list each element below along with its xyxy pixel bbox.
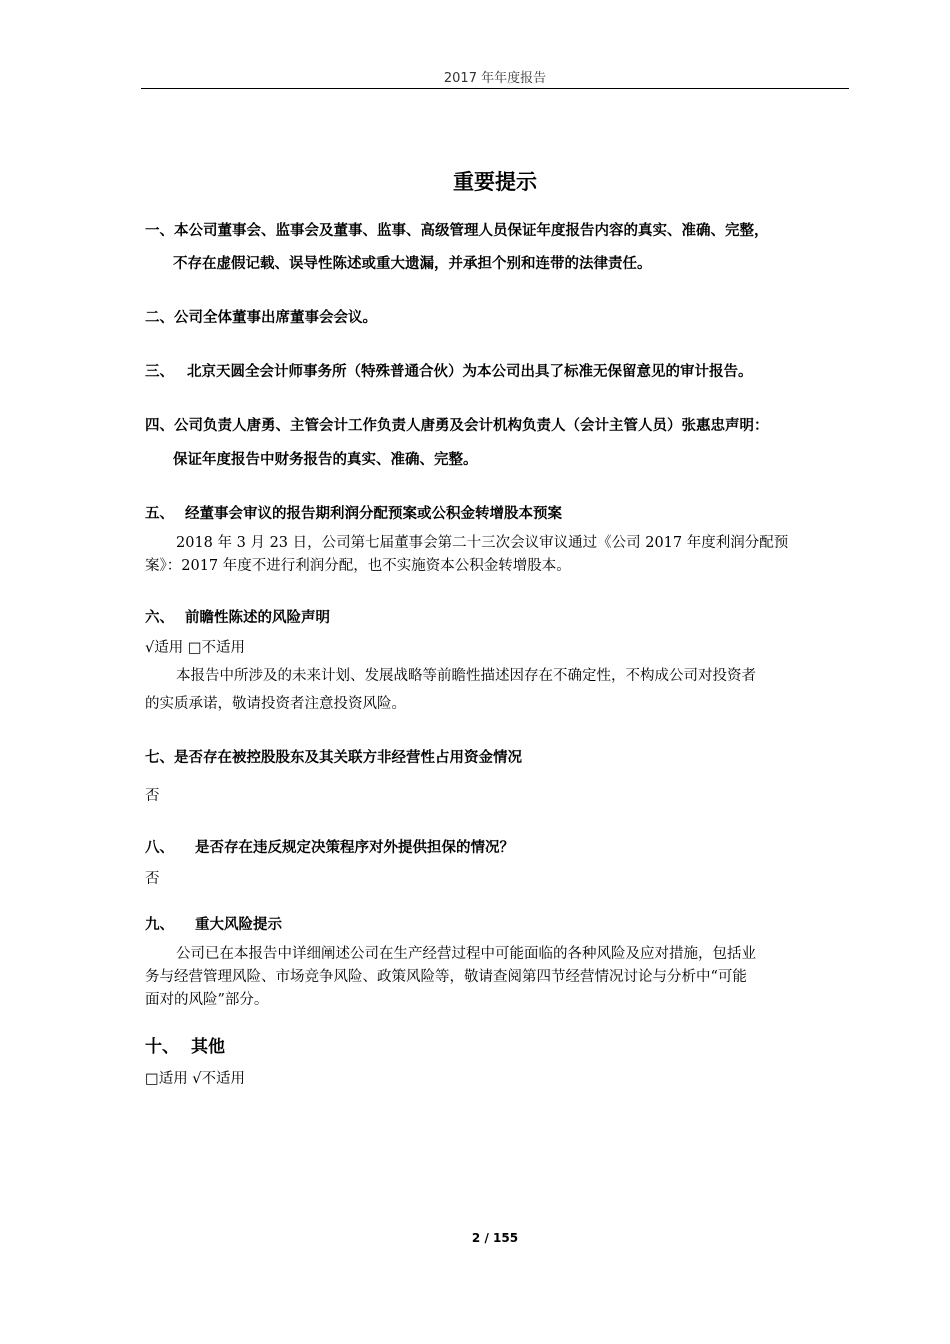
section-2-text: 公司全体董事出席董事会会议。 bbox=[174, 310, 377, 326]
section-9-para-line-1: 公司已在本报告中详细阐述公司在生产经营过程中可能面临的各种风险及应对措施，包括业 bbox=[176, 946, 756, 962]
section-7-answer: 否 bbox=[145, 788, 160, 804]
section-7-heading bbox=[145, 746, 853, 767]
section-4-text-1: 公司负责人唐勇、主管会计工作负责人唐勇及会计机构负责人（会计主管人员）张惠忠声明： bbox=[174, 418, 769, 434]
section-6-heading bbox=[145, 606, 853, 627]
section-8-answer: 否 bbox=[145, 871, 160, 887]
section-8-title: 是否存在违反规定决策程序对外提供担保的情况？ bbox=[195, 840, 514, 856]
section-10-option: □适用 √不适用 bbox=[145, 1071, 246, 1087]
section-10-heading bbox=[145, 1032, 853, 1057]
header-rule bbox=[141, 88, 849, 89]
section-6-para-line-2: 的实质承诺，敬请投资者注意投资风险。 bbox=[145, 696, 406, 712]
section-1-line-1 bbox=[145, 219, 853, 240]
section-5-heading bbox=[145, 502, 853, 523]
section-9-number: 九、 bbox=[145, 917, 174, 933]
section-5-number: 五、 bbox=[145, 506, 174, 522]
section-5-para-line-2: 案》：2017 年度不进行利润分配，也不实施资本公积金转增股本。 bbox=[145, 558, 571, 574]
section-3-number: 三、 bbox=[145, 364, 174, 380]
section-6-option: √适用 □不适用 bbox=[145, 640, 246, 656]
page-number: 2 / 155 bbox=[471, 1231, 519, 1245]
section-2-number: 二、 bbox=[145, 310, 174, 326]
section-4-line-2: 保证年度报告中财务报告的真实、准确、完整。 bbox=[173, 452, 478, 468]
running-header: 2017 年年度报告 bbox=[443, 71, 547, 86]
section-6-number: 六、 bbox=[145, 610, 174, 626]
section-6-para-line-1: 本报告中所涉及的未来计划、发展战略等前瞻性描述因存在不确定性，不构成公司对投资者 bbox=[176, 668, 756, 684]
section-10-number: 十、 bbox=[145, 1037, 179, 1057]
section-9-para-line-3: 面对的风险”部分。 bbox=[145, 992, 269, 1008]
section-1-number: 一、 bbox=[145, 223, 174, 239]
page-title: 重要提示 bbox=[453, 170, 537, 194]
section-1-line-2: 不存在虚假记载、误导性陈述或重大遗漏，并承担个别和连带的法律责任。 bbox=[173, 256, 652, 272]
section-1-text-1: 本公司董事会、监事会及董事、监事、高级管理人员保证年度报告内容的真实、准确、完整， bbox=[174, 223, 769, 239]
section-3-text: 北京天圆全会计师事务所（特殊普通合伙）为本公司出具了标准无保留意见的审计报告。 bbox=[187, 364, 753, 380]
section-8-heading bbox=[145, 836, 853, 857]
section-10-title: 其他 bbox=[191, 1037, 225, 1057]
section-9-title: 重大风险提示 bbox=[195, 917, 282, 933]
section-9-heading bbox=[145, 913, 853, 934]
section-8-number: 八、 bbox=[145, 840, 174, 856]
section-6-title: 前瞻性陈述的风险声明 bbox=[185, 610, 330, 626]
section-2 bbox=[145, 306, 853, 327]
section-7-number: 七、 bbox=[145, 750, 174, 766]
section-4-number: 四、 bbox=[145, 418, 174, 434]
section-7-title: 是否存在被控股股东及其关联方非经营性占用资金情况 bbox=[174, 750, 522, 766]
section-9-para-line-2: 务与经营管理风险、市场竞争风险、政策风险等，敬请查阅第四节经营情况讨论与分析中“可能 bbox=[145, 969, 747, 985]
section-3 bbox=[145, 360, 853, 381]
section-5-title: 经董事会审议的报告期利润分配预案或公积金转增股本预案 bbox=[185, 506, 562, 522]
section-5-para-line-1: 2018 年 3 月 23 日，公司第七届董事会第二十三次会议审议通过《公司 2017 年度利润分配预 bbox=[176, 535, 789, 551]
section-4-line-1 bbox=[145, 414, 853, 435]
